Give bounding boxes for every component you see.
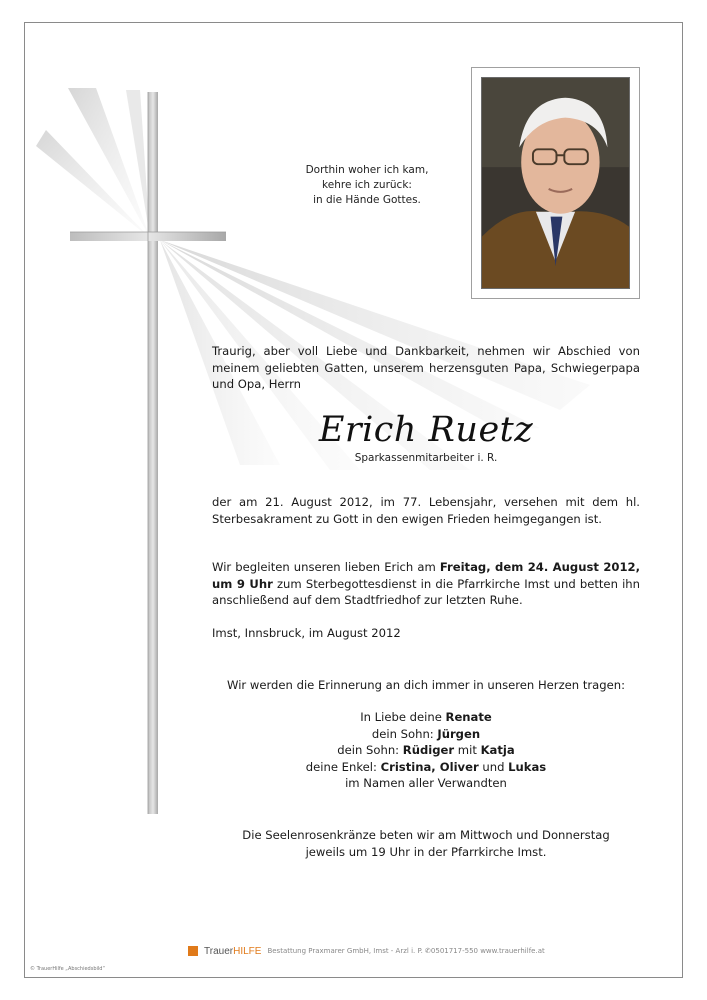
mourner-text: und [478, 759, 509, 774]
mourner-text: mit [454, 743, 481, 757]
place-date: Imst, Innsbruck, im August 2012 [212, 626, 401, 640]
mourner-text: deine Enkel: [305, 759, 381, 774]
footer-logo [204, 946, 261, 957]
verse-line: in die Hände Gottes. [313, 194, 421, 206]
mourner-line: im Namen aller Verwandten [345, 776, 507, 790]
funeral-paragraph [212, 559, 640, 609]
rosary-line: Die Seelenrosenkränze beten wir am Mittwoch und Donnerstag [242, 828, 610, 842]
death-notice: der am 21. August 2012, im 77. Lebensjahr, versehen mit dem hl. Sterbesakrament zu Gott in den ewigen Frieden heimgegangen ist. [212, 495, 640, 526]
funeral-text: zum Sterbegottesdienst in die Pfarrkirche Imst und betten ihn anschließend auf dem Stadtfriedhof zur letzten Ruhe. [212, 576, 640, 607]
portrait-photo [481, 77, 630, 289]
footer-info: Bestattung Praxmarer GmbH, Imst - Arzl i. P. ✆0501717-550 www.trauerhilfe.at [267, 947, 545, 955]
verse-line: kehre ich zurück: [322, 179, 412, 191]
funeral-date: Freitag, dem 24. August 2012, um 9 Uhr [212, 560, 640, 591]
funeral-text: Wir begleiten unseren lieben Erich am [212, 560, 440, 574]
logo-text-highlight: HILFE [233, 945, 262, 957]
mourner-line [212, 709, 640, 726]
rosary-line: jeweils um 19 Uhr in der Pfarrkirche Imst. [305, 844, 547, 859]
mourner-text: In Liebe deine [360, 710, 446, 724]
logo-text: Trauer [204, 945, 234, 957]
verse [262, 163, 472, 208]
mourner-line [212, 759, 640, 776]
mourner-name: Jürgen [437, 726, 481, 741]
mourner-name: Rüdiger [402, 743, 455, 757]
memory-line: Wir werden die Erinnerung an dich immer in unseren Herzen tragen: [227, 678, 625, 692]
mourner-text: dein Sohn: [337, 743, 403, 757]
copyright: © TrauerHilfe „Abschiedsbild“ [30, 966, 106, 972]
rosary-notice [212, 827, 640, 860]
mourner-line [212, 742, 640, 759]
mourner-name: Renate [445, 710, 492, 724]
mourners-list [212, 709, 640, 792]
mourner-text: dein Sohn: [371, 726, 438, 741]
trauerhilfe-logo-icon [188, 946, 198, 956]
deceased-occupation: Sparkassenmitarbeiter i. R. [354, 452, 498, 464]
verse-line: Dorthin woher ich kam, [305, 164, 429, 176]
mourner-name: Cristina, Oliver [380, 759, 479, 774]
intro-paragraph: Traurig, aber voll Liebe und Dankbarkeit, nehmen wir Abschied von meinem geliebten Gatten, unserem herzensguten Papa, Schwiegerpapa und Opa, Herrn [212, 344, 640, 391]
portrait-frame [471, 67, 640, 299]
deceased-name: Erich Ruetz [318, 410, 534, 450]
mourner-name: Lukas [508, 759, 547, 774]
footer [188, 944, 548, 958]
mourner-line [212, 726, 640, 743]
mourner-name: Katja [480, 743, 515, 757]
